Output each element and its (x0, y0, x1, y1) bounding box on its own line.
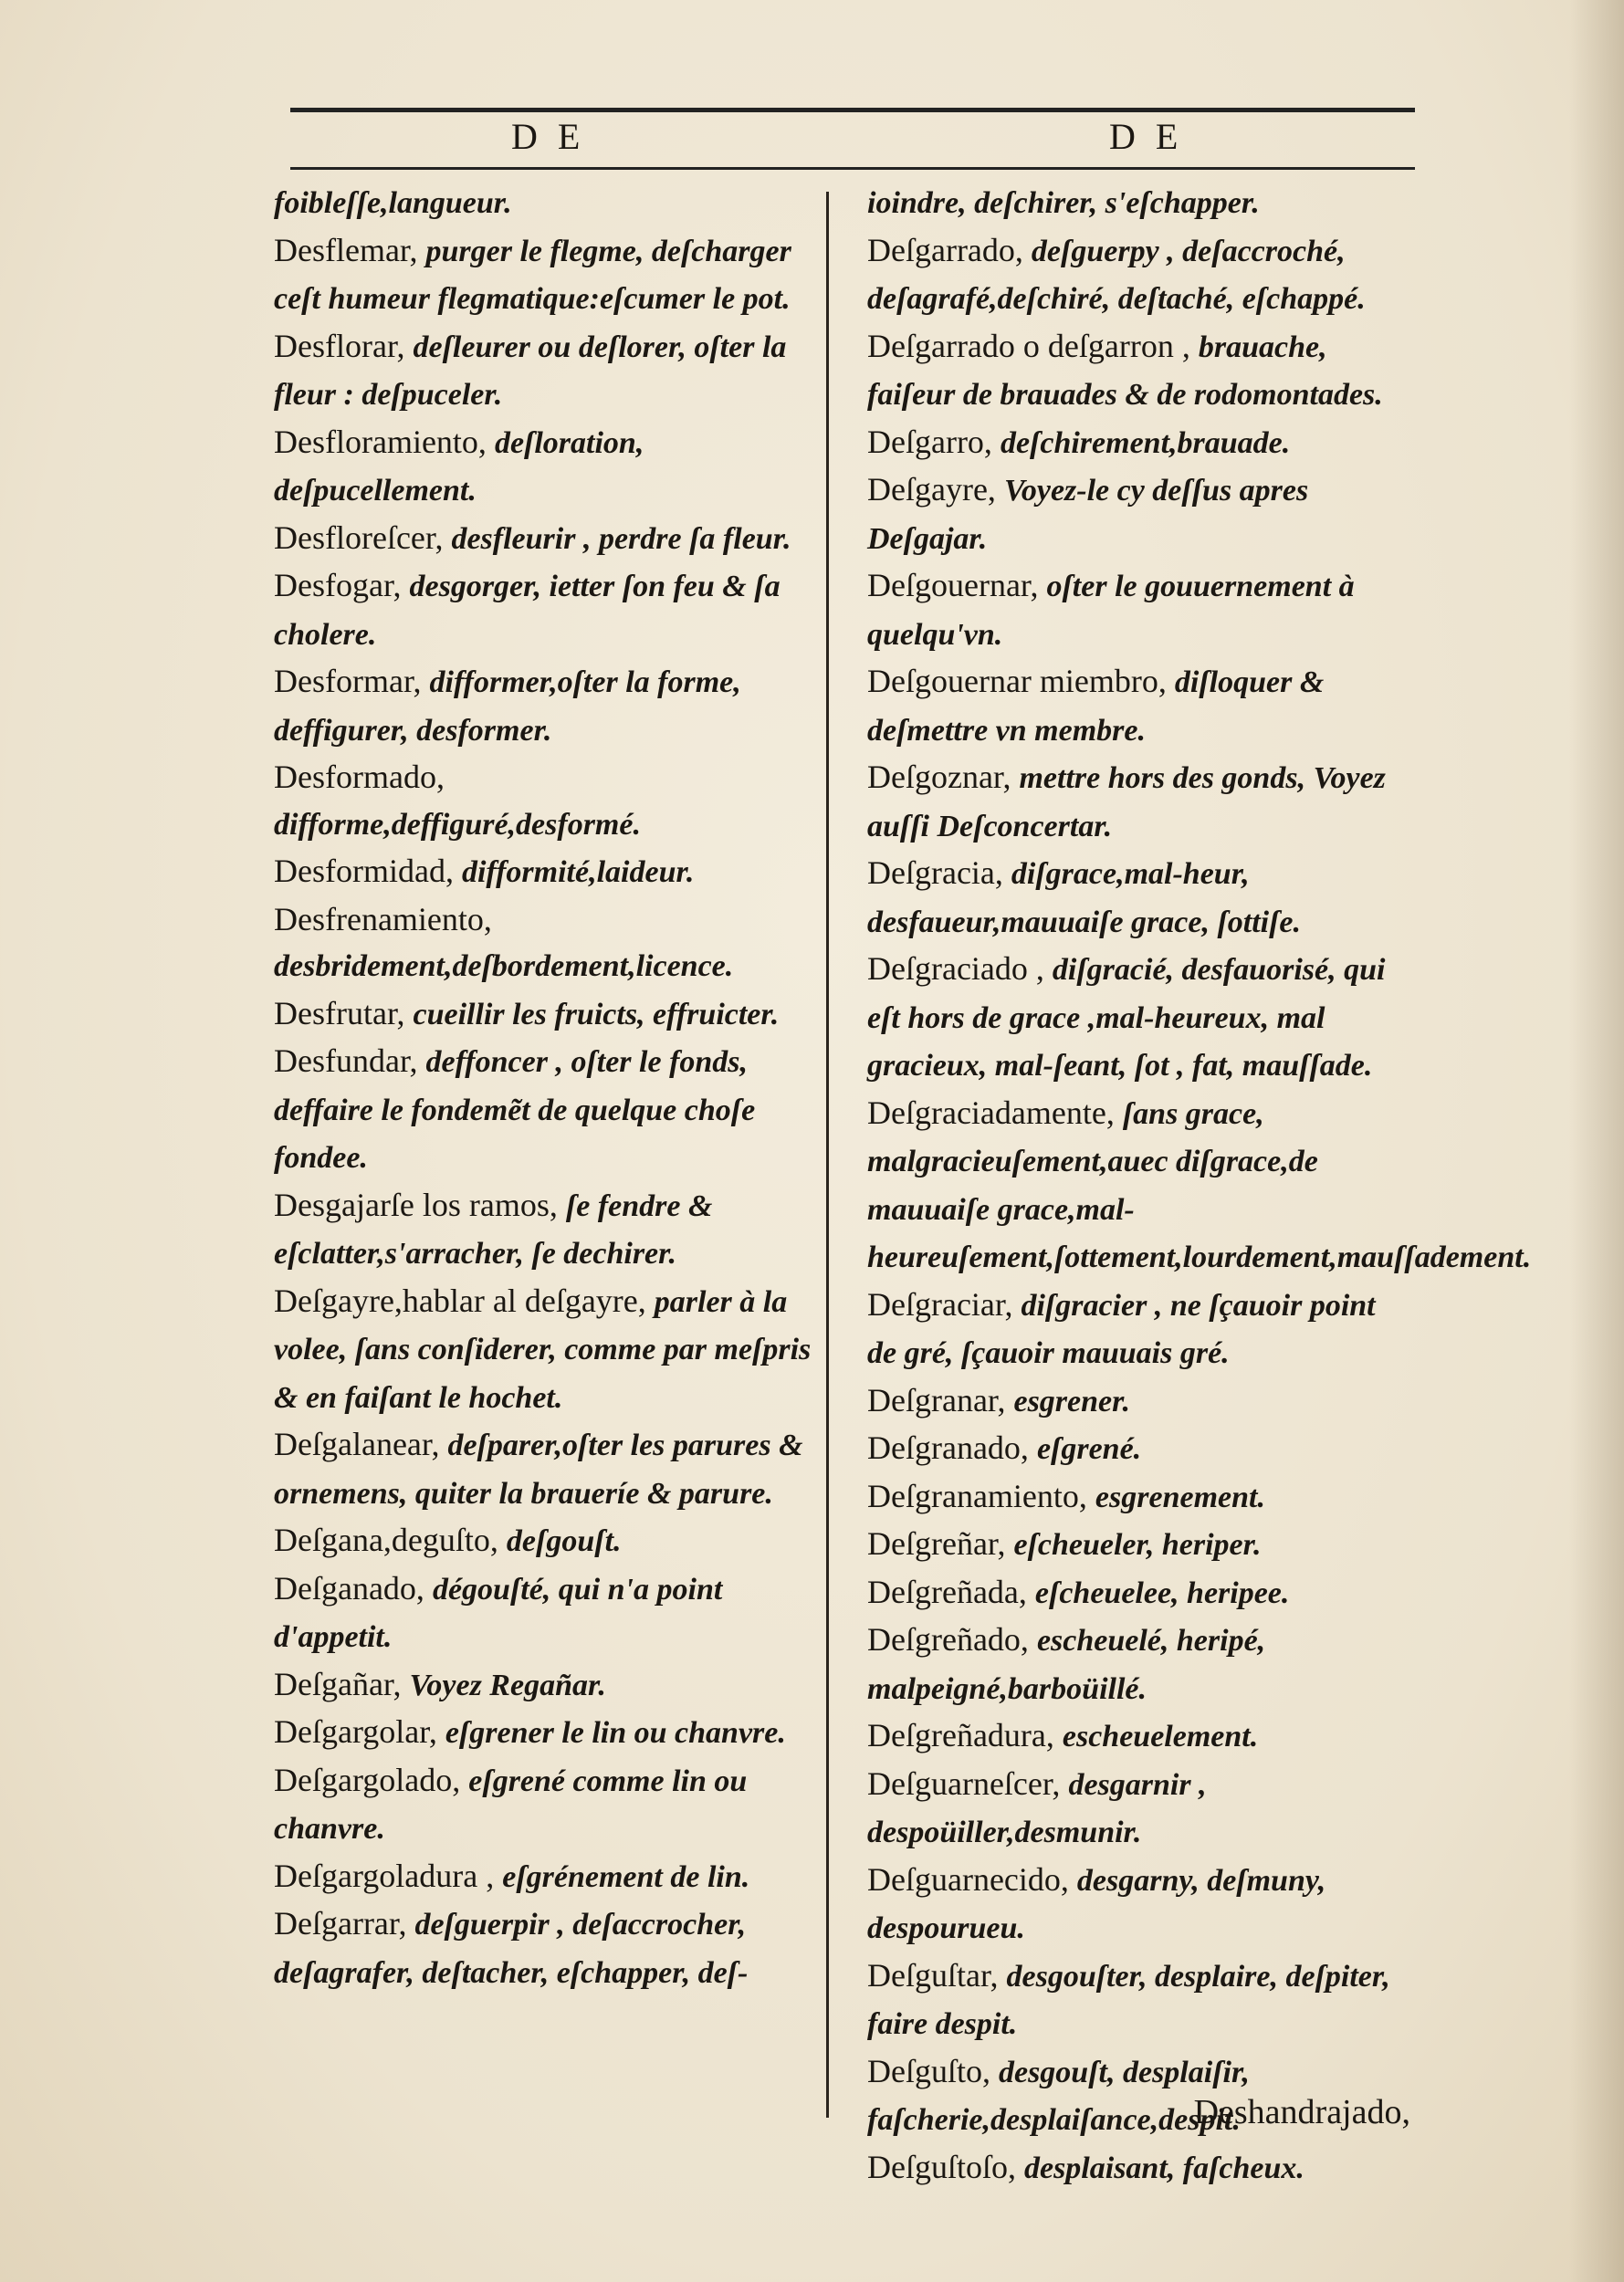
definition: desgorger, ietter ſon feu & ſa cholere. (274, 570, 781, 652)
definition: eſgrénement de lin. (502, 1859, 750, 1894)
dictionary-entry (867, 1425, 1406, 1473)
definition: deſparer,oſter les parures & ornemens, quiter la braueríe & parure. (274, 1429, 803, 1511)
headword: Deſgreñado, (867, 1621, 1029, 1658)
definition: escheuelé, heripé, malpeigné,barboüillé. (867, 1624, 1266, 1706)
dictionary-entry (867, 658, 1406, 754)
headword: Deſgraciadamente, (867, 1094, 1115, 1131)
headword: Deſgarrado, (867, 231, 1023, 268)
column-divider (826, 192, 829, 2118)
definition: desbridement,deſbordement,licence. (274, 949, 734, 983)
dictionary-entry (867, 1761, 1406, 1857)
dictionary-entry (867, 562, 1406, 658)
headword: Deſgreñadura, (867, 1717, 1054, 1753)
headword: Deſgouernar miembro, (867, 663, 1167, 699)
headword: Deſgreñar, (867, 1525, 1006, 1562)
dictionary-entry (274, 1517, 812, 1565)
headword: Deſgracia, (867, 854, 1003, 891)
headword: Desfundar, (274, 1042, 418, 1079)
definition: purger le flegme, deſcharger ceſt humeur flegmatique:eſcumer le pot. (274, 234, 791, 316)
definition: diſgracié, desfauorisé, qui eſt hors de grace ,mal-heureux, mal gracieux, mal-ſeant, ſot , fat, mauſſade. (867, 953, 1386, 1083)
dictionary-entry (274, 896, 812, 990)
definition: esgrener. (1013, 1384, 1130, 1418)
definition: desfleurir , perdre ſa fleur. (451, 521, 791, 556)
dictionary-entry (274, 1661, 812, 1710)
definition: escheuelement. (1062, 1720, 1259, 1753)
dictionary-entry (274, 1421, 812, 1517)
definition: deſguerpy , deſaccroché, deſagrafé,deſchiré, deſtaché, eſchappé. (867, 234, 1366, 316)
headword: Desgajarſe los ramos, (274, 1186, 558, 1223)
dictionary-entry (274, 179, 812, 227)
dictionary-entry (274, 1182, 812, 1278)
headword: Desformado, (274, 759, 445, 795)
headword: Deſgargoladura , (274, 1857, 495, 1894)
definition: parler à la volee, ſans conſiderer, comme par meſpris & en faiſant le hochet. (274, 1284, 812, 1415)
definition: desgarnir , despoüiller,desmunir. (867, 1767, 1207, 1849)
dictionary-entry (274, 1278, 812, 1422)
dictionary-entry (867, 850, 1406, 946)
headword: Desflemar, (274, 231, 418, 268)
definition: brauache, faiſeur de brauades & de rodomontades. (867, 330, 1383, 412)
definition: deſloration, deſpucellement. (274, 425, 644, 508)
headword: Deſgranamiento, (867, 1477, 1087, 1514)
dictionary-entry (867, 946, 1406, 1090)
header-rule (290, 167, 1415, 170)
definition: deſleurer ou deſlorer, oſter la fleur : deſpuceler. (274, 330, 787, 412)
dictionary-entry (867, 179, 1406, 227)
headword: Deſganado, (274, 1569, 424, 1607)
dictionary-entry (274, 658, 812, 754)
headword: Deſgayre,hablar al deſgayre, (274, 1282, 646, 1319)
dictionary-entry (867, 227, 1406, 323)
dictionary-entry (867, 754, 1406, 850)
definition: eſgrener le lin ou chanvre. (445, 1716, 786, 1750)
headword: Deſgraciar, (867, 1285, 1013, 1323)
definition: oſter le gouuernement à quelqu'vn. (867, 570, 1355, 652)
headword: Deſguſto, (867, 2052, 990, 2089)
headword: Desformidad, (274, 853, 454, 889)
definition: esgrenement. (1095, 1480, 1265, 1514)
dictionary-entry (867, 1521, 1406, 1569)
dictionary-entry (867, 1569, 1406, 1617)
dictionary-entry (274, 1757, 812, 1853)
headword: Desformar, (274, 663, 422, 699)
left-column (274, 179, 812, 1996)
dictionary-entry (274, 515, 812, 563)
headword: Desfrenamiento, (274, 900, 492, 937)
definition: cueillir les fruicts, effruicter. (413, 997, 780, 1031)
dictionary-entry (867, 323, 1406, 419)
headword: Deſgoznar, (867, 759, 1011, 795)
dictionary-entry (274, 562, 812, 658)
headword: Deſgouernar, (867, 567, 1039, 603)
dictionary-entry (274, 227, 812, 323)
catchword: Deshandrajado, (1193, 2093, 1410, 2131)
dictionary-entry (274, 1853, 812, 1901)
headword: Desfloramiento, (274, 423, 487, 460)
dictionary-entry (274, 323, 812, 419)
definition: eſgrené. (1036, 1432, 1142, 1466)
top-rule (290, 108, 1415, 112)
headword: Deſgarrar, (274, 1905, 407, 1942)
dictionary-entry (867, 1473, 1406, 1522)
dictionary-entry (274, 419, 812, 515)
definition: deffoncer , oſter le fonds, deffaire le fondemẽt de quelque choſe fondee. (274, 1045, 756, 1175)
dictionary-entry (274, 990, 812, 1039)
headword: Deſgayre, (867, 471, 996, 508)
headword: Deſgargolado, (274, 1761, 461, 1798)
headword: Deſgargolar, (274, 1713, 437, 1750)
dictionary-entry (274, 848, 812, 896)
dictionary-entry (867, 1857, 1406, 1952)
headword: Deſgreñada, (867, 1573, 1027, 1610)
definition: difforme,deffiguré,desformé. (274, 807, 641, 842)
definition: diſgracier , ne ſçauoir point de gré, ſçauoir mauuais gré. (867, 1288, 1376, 1370)
definition: Voyez-le cy deſſus apres Deſgajar. (867, 474, 1309, 556)
definition: desplaisant, faſcheux. (1023, 2151, 1304, 2185)
headword: Deſguſtoſo, (867, 2148, 1016, 2185)
dictionary-entry (867, 466, 1406, 562)
headword: Deſgarrado o deſgarron , (867, 327, 1190, 364)
headword: Deſgraciado , (867, 950, 1044, 987)
definition: difformité,laideur. (461, 855, 695, 889)
dictionary-entry (867, 419, 1406, 467)
headword: Deſguſtar, (867, 1956, 999, 1994)
dictionary-entry (274, 754, 812, 848)
headword: Desflorar, (274, 327, 405, 364)
headword: Desfrutar, (274, 994, 405, 1031)
headword: Desfogar, (274, 567, 402, 603)
running-head-right: D E (1109, 116, 1184, 157)
definition: eſcheueler, heriper. (1013, 1528, 1262, 1562)
dictionary-entry (274, 1900, 812, 1996)
headword: Deſguarneſcer, (867, 1764, 1061, 1802)
headword: Deſgranar, (867, 1381, 1006, 1418)
dictionary-entry (867, 1377, 1406, 1426)
headword: Deſgarro, (867, 423, 992, 460)
headword: Deſgana,deguſto, (274, 1522, 498, 1558)
definition: foibleſſe,langueur. (274, 186, 512, 220)
definition: mettre hors des gonds, Voyez auſſi Deſconcertar. (867, 761, 1386, 843)
definition: difformer,oſter la forme, deffigurer, desformer. (274, 665, 741, 748)
definition: dégouſté, qui n'a point d'appetit. (274, 1572, 723, 1654)
dictionary-entry (867, 1952, 1406, 2048)
dictionary-entry (867, 2144, 1406, 2193)
dictionary-entry (274, 1709, 812, 1757)
headword: Deſgalanear, (274, 1426, 440, 1462)
definition: ioindre, deſchirer, s'eſchapper. (867, 186, 1260, 220)
definition: eſgrené comme lin ou chanvre. (274, 1764, 748, 1846)
dictionary-entry (867, 1282, 1406, 1377)
headword: Desfloreſcer, (274, 518, 444, 556)
dictionary-entry (274, 1038, 812, 1182)
right-column (867, 179, 1532, 2192)
definition: diſgrace,mal-heur, desfaueur,mauuaiſe grace, ſottiſe. (867, 857, 1302, 939)
dictionary-entry (867, 1617, 1406, 1712)
definition: deſgouſt. (506, 1524, 622, 1558)
dictionary-entry (274, 1565, 812, 1661)
definition: deſguerpir , deſaccrocher, deſagrafer, deſtacher, eſchapper, deſ- (274, 1908, 749, 1990)
definition: diſloquer & deſmettre vn membre. (867, 665, 1325, 748)
definition: desgouſter, desplaire, deſpiter, faire despit. (867, 1959, 1390, 2041)
definition: eſcheuelee, heripee. (1034, 1575, 1290, 1610)
headword: Deſgranado, (867, 1429, 1029, 1466)
definition: Voyez Regañar. (409, 1668, 606, 1702)
definition: deſchirement,brauade. (1000, 425, 1291, 460)
running-head-left: D E (511, 116, 586, 157)
headword: Deſgañar, (274, 1665, 402, 1702)
definition: ſans grace, malgracieuſement,auec diſgrace,de mauuaiſe grace,mal-heureuſement,ſottement,lourdement,mauſſadement. (867, 1096, 1532, 1274)
definition: desgarny, deſmuny, despourueu. (867, 1863, 1326, 1945)
dictionary-entry (867, 1090, 1532, 1282)
definition: desgouſt, desplaiſir, faſcherie,desplaiſance,despit. (867, 2055, 1250, 2137)
definition: ſe fendre & eſclatter,s'arracher, ſe dechirer. (274, 1188, 713, 1271)
headword: Deſguarnecido, (867, 1860, 1069, 1898)
dictionary-entry (867, 1712, 1406, 1761)
